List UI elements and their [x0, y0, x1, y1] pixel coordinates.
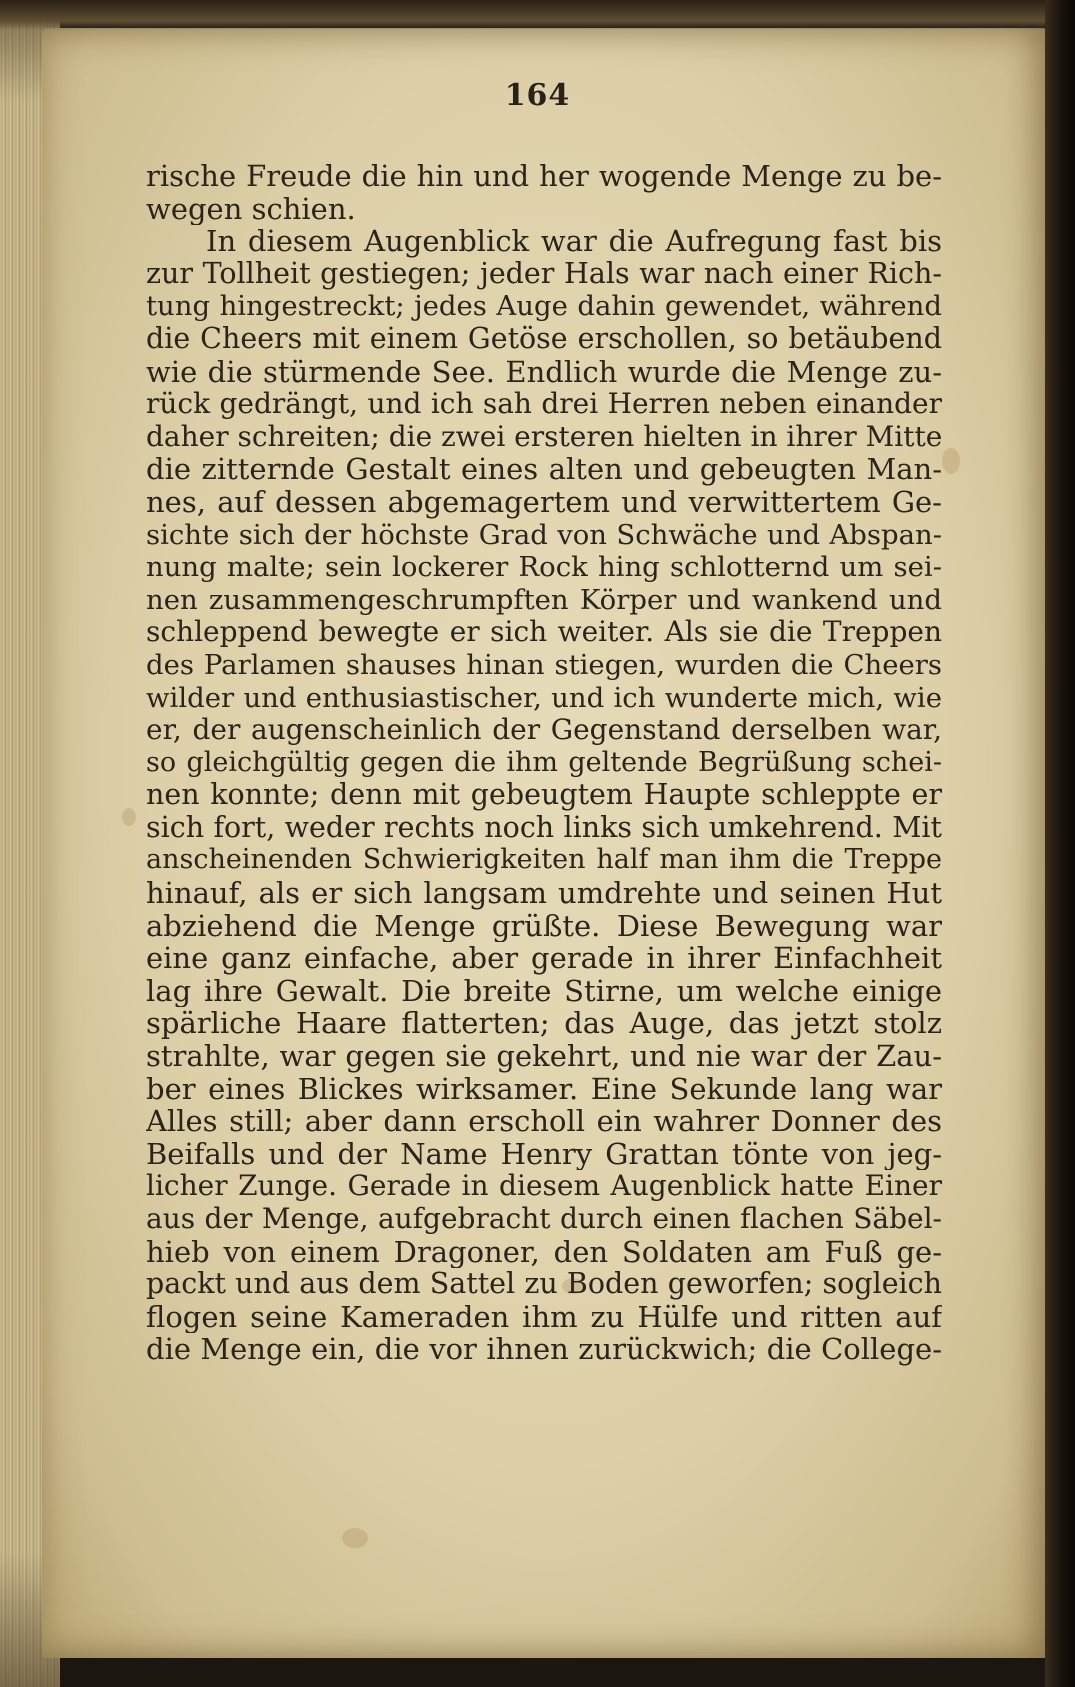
page-number: 164 [504, 78, 571, 113]
text-line: hinauf, als er sich langsam umdrehte und seinen Hut [146, 877, 942, 910]
text-line: die Cheers mit einem Getöse erschollen, so betäubend [146, 322, 942, 355]
text-line: des Parlamen shauses hinan stiegen, wurden die Cheers [146, 648, 942, 681]
foxing-spot [942, 448, 960, 474]
text-line: spärliche Haare flatterten; das Auge, das jetzt stolz [146, 1007, 942, 1041]
text-line: daher schreiten; die zwei ersteren hielten in ihrer Mitte [146, 420, 942, 453]
text-line: wegen schien. [146, 192, 356, 226]
text-line: nes, auf dessen abgemagertem und verwittertem Ge- [146, 485, 942, 519]
text-line: lag ihre Gewalt. Die breite Stirne, um welche einige [146, 974, 942, 1008]
text-line: wie die stürmende See. Endlich wurde die Menge zu- [146, 355, 942, 389]
text-line: anscheinenden Schwierigkeiten half man ihm die Treppe [146, 844, 942, 876]
text-line: Alles still; aber dann erscholl ein wahrer Donner des [146, 1105, 942, 1138]
text-line: tung hingestreckt; jedes Auge dahin gewendet, während [146, 290, 942, 323]
text-line: rische Freude die hin und her wogende Menge zu be- [146, 160, 942, 193]
text-line: ber eines Blickes wirksamer. Eine Sekunde lang war [146, 1072, 942, 1106]
text-line: zur Tollheit gestiegen; jeder Hals war nach einer Rich- [146, 257, 942, 290]
foxing-spot [342, 1528, 368, 1548]
text-line: nung malte; sein lockerer Rock hing schlotternd um sei- [146, 551, 942, 584]
text-line: flogen seine Kameraden ihm zu Hülfe und ritten auf [146, 1300, 942, 1334]
text-line: sichte sich der höchste Grad von Schwäche und Abspan- [146, 518, 942, 551]
text-line: packt und aus dem Sattel zu Boden geworfen; sogleich [146, 1268, 942, 1301]
text-line: eine ganz einfache, aber gerade in ihrer Einfachheit [146, 942, 942, 975]
top-shadow [0, 0, 1075, 30]
book-spine [1045, 0, 1075, 1687]
text-line: aus der Menge, aufgebracht durch einen flachen Säbel- [146, 1203, 942, 1235]
text-line: Beifalls und der Name Henry Grattan tönte von jeg- [146, 1137, 942, 1171]
text-line: schleppend bewegte er sich weiter. Als sie die Treppen [146, 616, 942, 649]
text-line: rück gedrängt, und ich sah drei Herren neben einander [146, 388, 942, 421]
page-text [146, 160, 942, 1366]
foxing-spot [122, 808, 136, 826]
text-line: nen zusammengeschrumpften Körper und wankend und [146, 583, 942, 616]
text-line: abziehend die Menge grüßte. Diese Bewegung war [146, 909, 942, 943]
text-line: die Menge ein, die vor ihnen zurückwich; die College- [146, 1333, 942, 1366]
text-line: die zitternde Gestalt eines alten und gebeugten Man- [146, 453, 942, 486]
text-line: sich fort, weder rechts noch links sich umkehrend. Mit [146, 811, 942, 844]
text-line: strahlte, war gegen sie gekehrt, und nie war der Zau- [146, 1040, 942, 1073]
text-line: er, der augenscheinlich der Gegenstand derselben war, [146, 714, 942, 747]
text-line: In diesem Augenblick war die Aufregung fast bis [206, 225, 942, 258]
text-line: hieb von einem Dragoner, den Soldaten am Fuß ge- [146, 1235, 942, 1269]
text-line: so gleichgültig gegen die ihm geltende Begrüßung schei- [146, 746, 942, 778]
text-line: nen konnte; denn mit gebeugtem Haupte schleppte er [146, 779, 942, 812]
text-line: wilder und enthusiastischer, und ich wunderte mich, wie [146, 681, 942, 714]
text-line: licher Zunge. Gerade in diesem Augenblick hatte Einer [146, 1170, 942, 1203]
